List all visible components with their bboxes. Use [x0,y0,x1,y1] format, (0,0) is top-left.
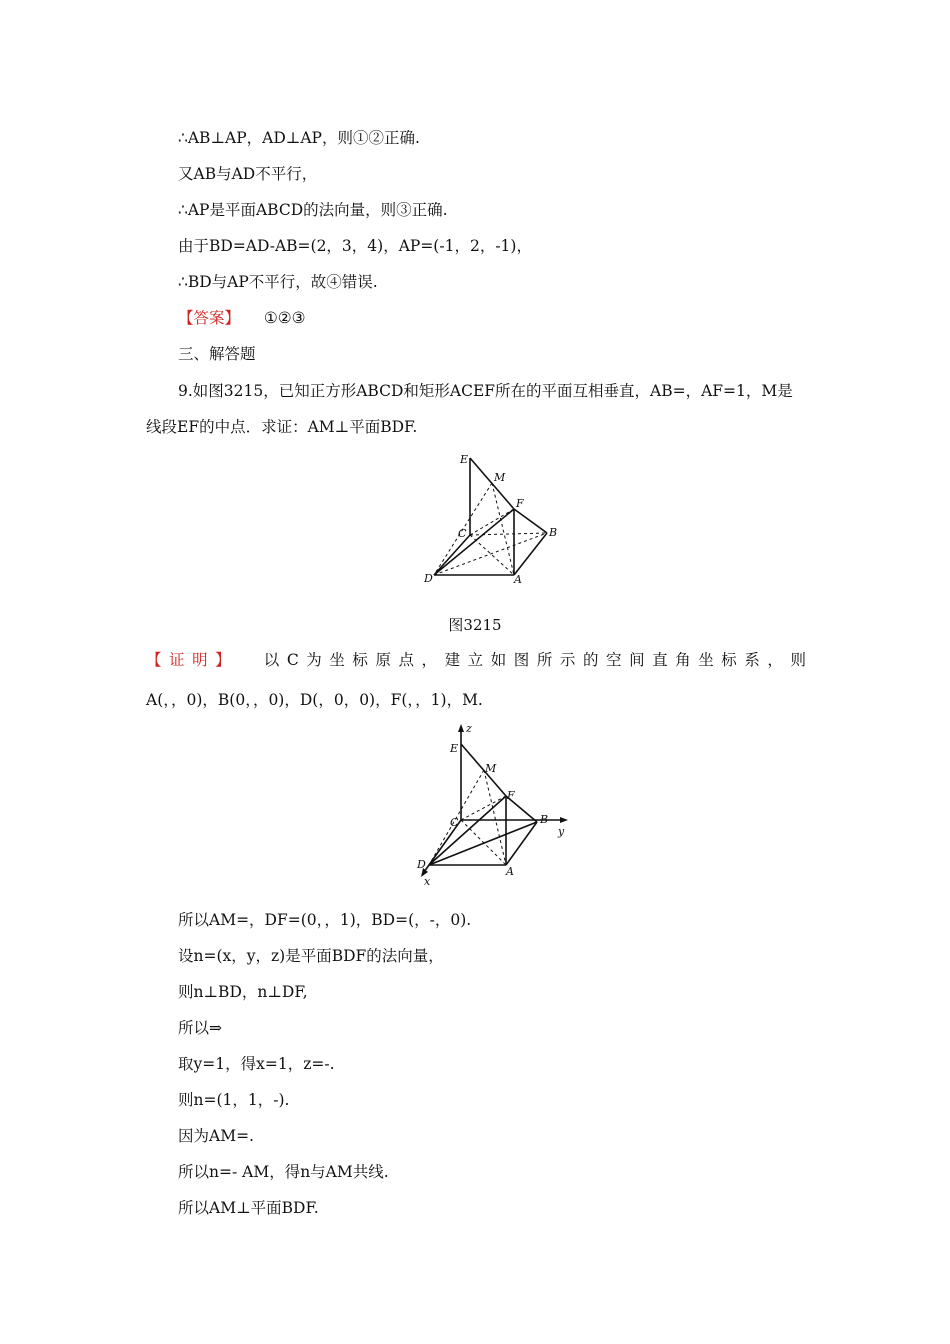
label-B: B [549,526,558,539]
question-line-1: 9.如图3215，已知正方形ABCD和矩形ACEF所在的平面互相垂直，AB=，AF=1，M是 [178,382,793,400]
edge-FB [514,509,547,533]
label-C: C [450,816,459,829]
step-line-9: 所以AM⊥平面BDF. [178,1199,319,1217]
edge-CA-hidden [461,820,506,865]
edge-CD [434,535,470,575]
figure-caption: 图3215 [448,616,502,634]
label-F: F [507,789,515,802]
arrow-z [458,724,464,732]
label-D: D [417,858,426,871]
step-line-5: 取y=1，得x=1，z=-. [178,1055,335,1073]
edge-DF [429,796,506,865]
label-E: E [450,742,459,755]
step-line-7: 因为AM=. [178,1127,254,1145]
edge-CA-hidden [470,535,514,575]
answer-value: ①②③ [263,309,306,327]
step-line-8: 所以n=- AM，得n与AM共线. [178,1163,389,1181]
arrow-y [560,817,568,823]
step-line-3: 则n⊥BD，n⊥DF, [178,983,308,1001]
figure-3215 [420,446,570,591]
label-D: D [424,572,433,585]
text-line-3: ∴AP是平面ABCD的法向量，则③正确. [178,201,448,219]
step-line-1: 所以AM=，DF=(0，，1)，BD=(，-，0). [178,911,472,929]
label-B: B [540,813,549,826]
answer-line [178,308,306,328]
label-M: M [485,762,497,775]
step-line-2: 设n=(x，y，z)是平面BDF的法向量， [178,947,444,965]
question-line-2: 线段EF的中点．求证：AM⊥平面BDF. [146,418,418,436]
answer-tag: 【答案】 [178,309,241,327]
proof-text: 以C为坐标原点，建立如图所示的空间直角坐标系，则 [256,651,806,669]
label-F: F [516,497,524,510]
text-line-2: 又AB与AD不平行， [178,165,318,183]
proof-line-1 [146,650,806,670]
text-line-4: 由于BD=AD-AB=(2，3，4)，AP=(-1，2，-1)， [178,237,532,255]
edge-DF [434,509,514,575]
label-E: E [460,453,469,466]
proof-line-2: A(，，0)，B(0，，0)，D(，0，0)，F(，，1)，M. [146,691,483,709]
edge-CF-hidden [470,509,514,535]
label-z: z [466,722,472,735]
label-y: y [558,825,565,838]
label-M: M [494,471,506,484]
figure-coordinate-system [410,722,580,890]
step-line-4: 所以⇒ [178,1019,222,1037]
proof-tag: 【证明】 [146,651,239,669]
label-C: C [458,527,467,540]
section-heading: 三、解答题 [178,345,256,363]
text-line-1: ∴AB⊥AP，AD⊥AP，则①②正确. [178,129,420,147]
step-line-6: 则n=(1，1，-). [178,1091,290,1109]
edge-CB-hidden [470,533,547,535]
text-line-5: ∴BD与AP不平行，故④错误. [178,273,378,291]
label-A: A [514,573,522,586]
label-x: x [424,875,431,888]
label-A: A [506,865,514,878]
